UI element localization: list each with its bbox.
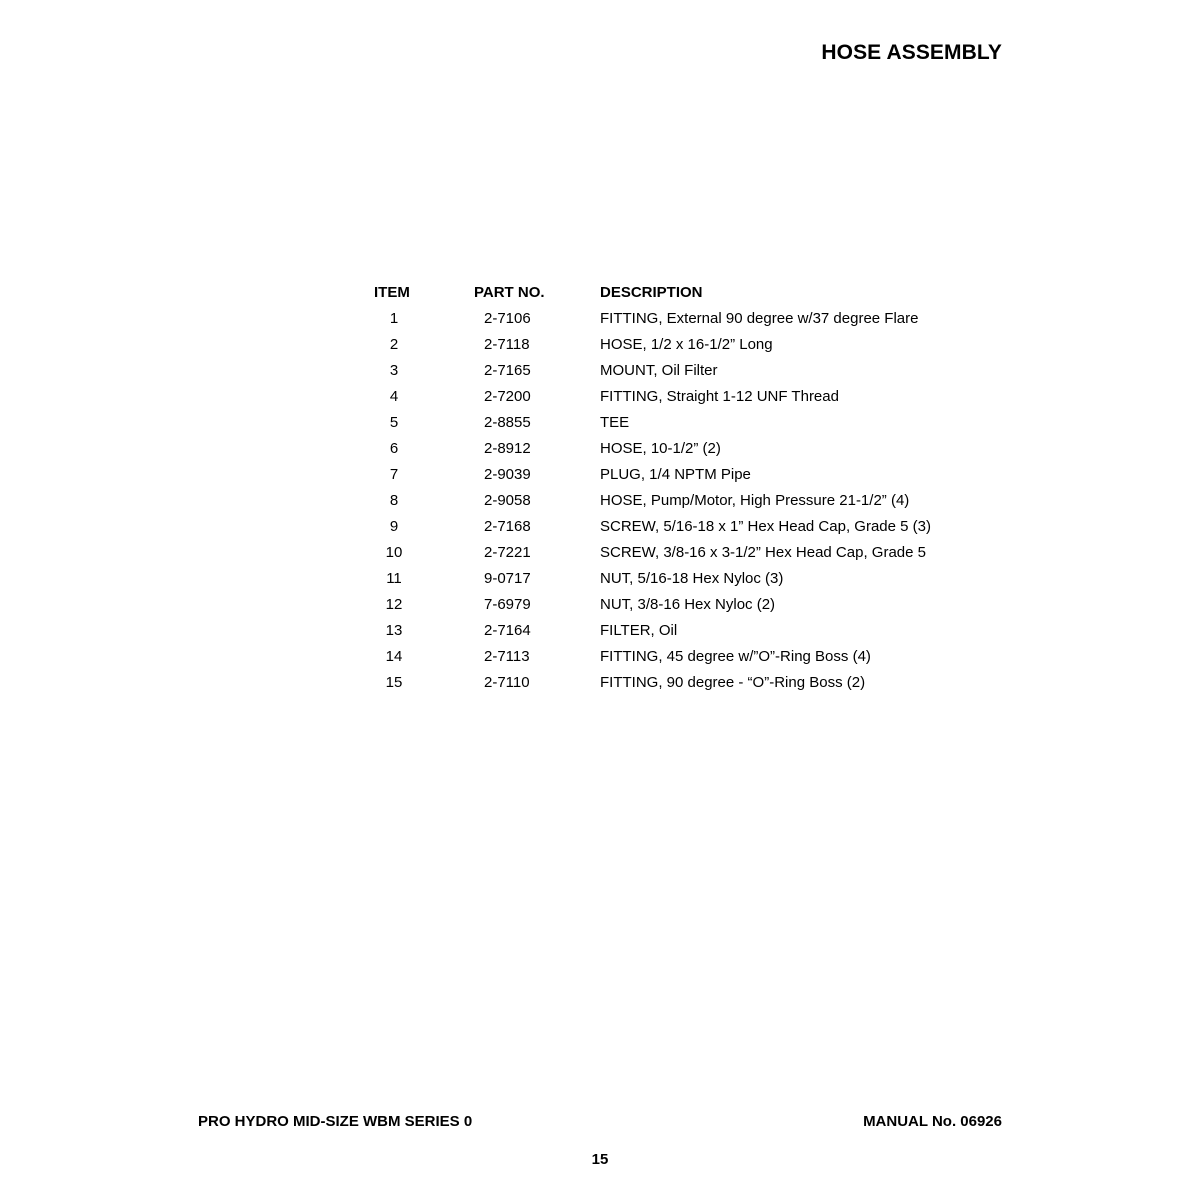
table-row — [370, 487, 960, 513]
part-number-cell: 2-7165 — [484, 361, 531, 379]
part-number-cell: 2-7168 — [484, 517, 531, 535]
table-row — [370, 331, 960, 357]
part-number-cell: 2-7113 — [484, 647, 530, 665]
table-row — [370, 357, 960, 383]
part-number-cell: 2-9039 — [484, 465, 531, 483]
part-number-cell: 2-7106 — [484, 309, 531, 327]
description-cell: HOSE, 1/2 x 16-1/2” Long — [600, 335, 773, 353]
part-number-column-header: PART NO. — [474, 283, 545, 301]
description-cell: HOSE, Pump/Motor, High Pressure 21-1/2” (4) — [600, 491, 910, 509]
footer-model-name: PRO HYDRO MID-SIZE WBM SERIES 0 — [198, 1113, 473, 1130]
item-number-cell: 5 — [389, 413, 399, 431]
part-number-cell: 2-7200 — [484, 387, 531, 405]
part-number-cell: 2-9058 — [484, 491, 531, 509]
part-number-cell: 2-8855 — [484, 413, 531, 431]
item-number-cell: 3 — [389, 361, 399, 379]
description-cell: SCREW, 5/16-18 x 1” Hex Head Cap, Grade 5 (3) — [600, 517, 931, 535]
item-number-cell: 8 — [389, 491, 399, 509]
item-number-cell: 7 — [389, 465, 399, 483]
page-number: 15 — [591, 1151, 609, 1168]
description-cell: HOSE, 10-1/2” (2) — [600, 439, 721, 457]
description-cell: SCREW, 3/8-16 x 3-1/2” Hex Head Cap, Grade 5 — [600, 543, 926, 561]
item-number-cell: 9 — [389, 517, 399, 535]
table-row — [370, 513, 960, 539]
table-row — [370, 383, 960, 409]
item-number-cell: 2 — [389, 335, 399, 353]
item-number-cell: 11 — [386, 569, 402, 587]
description-cell: FILTER, Oil — [600, 621, 678, 639]
table-row — [370, 669, 960, 695]
item-number-cell: 1 — [389, 309, 399, 327]
description-cell: FITTING, 90 degree - “O”-Ring Boss (2) — [600, 673, 866, 691]
table-row — [370, 565, 960, 591]
table-row — [370, 435, 960, 461]
description-cell: PLUG, 1/4 NPTM Pipe — [600, 465, 751, 483]
table-row — [370, 591, 960, 617]
part-number-cell: 9-0717 — [484, 569, 531, 587]
item-number-cell: 10 — [385, 543, 403, 561]
item-number-cell: 6 — [389, 439, 399, 457]
item-number-cell: 14 — [385, 647, 403, 665]
part-number-cell: 2-7221 — [484, 543, 531, 561]
description-cell: NUT, 3/8-16 Hex Nyloc (2) — [600, 595, 776, 613]
table-row — [370, 409, 960, 435]
part-number-cell: 2-7164 — [484, 621, 531, 639]
parts-table-body — [370, 305, 960, 695]
description-cell: MOUNT, Oil Filter — [600, 361, 718, 379]
part-number-cell: 2-8912 — [484, 439, 531, 457]
parts-table — [370, 279, 960, 695]
footer-manual-number: MANUAL No. 06926 — [863, 1113, 1002, 1130]
part-number-cell: 2-7110 — [484, 673, 530, 691]
description-cell: FITTING, Straight 1-12 UNF Thread — [600, 387, 839, 405]
item-number-cell: 15 — [385, 673, 403, 691]
table-header-row — [370, 279, 960, 305]
description-column-header: DESCRIPTION — [600, 283, 703, 301]
description-cell: FITTING, 45 degree w/”O”-Ring Boss (4) — [600, 647, 871, 665]
item-column-header: ITEM — [374, 283, 410, 301]
description-cell: NUT, 5/16-18 Hex Nyloc (3) — [600, 569, 784, 587]
table-row — [370, 461, 960, 487]
description-cell: FITTING, External 90 degree w/37 degree Flare — [600, 309, 919, 327]
item-number-cell: 12 — [385, 595, 403, 613]
item-number-cell: 13 — [385, 621, 403, 639]
page-title: HOSE ASSEMBLY — [821, 41, 1002, 64]
description-cell: TEE — [600, 413, 630, 431]
table-row — [370, 305, 960, 331]
item-number-cell: 4 — [389, 387, 399, 405]
part-number-cell: 7-6979 — [484, 595, 531, 613]
table-row — [370, 643, 960, 669]
table-row — [370, 539, 960, 565]
table-row — [370, 617, 960, 643]
part-number-cell: 2-7118 — [484, 335, 530, 353]
